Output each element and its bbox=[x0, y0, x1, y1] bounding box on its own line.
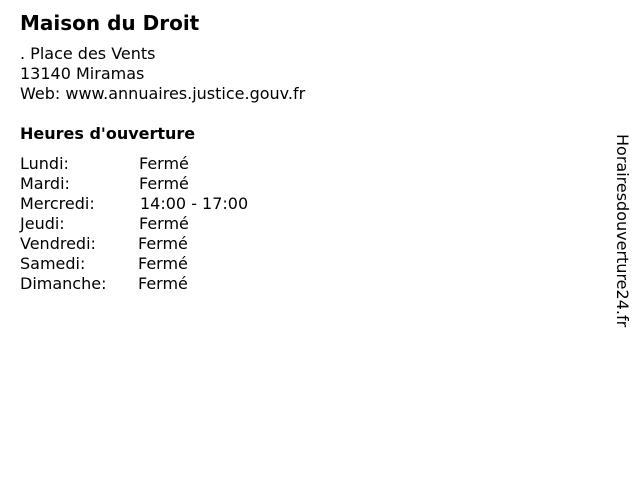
day-label: Vendredi: bbox=[20, 234, 96, 253]
day-hours: Fermé bbox=[138, 234, 188, 253]
site-brand-vertical: Horairesdouverture24.fr bbox=[613, 134, 632, 328]
day-label: Dimanche: bbox=[20, 274, 107, 293]
website-line: Web: www.annuaires.justice.gouv.fr bbox=[20, 84, 306, 103]
day-hours: Fermé bbox=[139, 154, 189, 173]
day-label: Jeudi: bbox=[20, 214, 65, 233]
day-hours: Fermé bbox=[139, 174, 189, 193]
day-label: Lundi: bbox=[20, 154, 69, 173]
day-hours: Fermé bbox=[138, 274, 188, 293]
day-hours: 14:00 - 17:00 bbox=[140, 194, 249, 213]
day-hours: Fermé bbox=[138, 254, 188, 273]
address-street: . Place des Vents bbox=[20, 44, 156, 63]
day-hours: Fermé bbox=[139, 214, 189, 233]
day-label: Mercredi: bbox=[20, 194, 95, 213]
page-title: Maison du Droit bbox=[20, 11, 200, 35]
address-block bbox=[20, 44, 305, 104]
opening-hours-heading: Heures d'ouverture bbox=[20, 124, 196, 143]
day-label: Mardi: bbox=[20, 174, 70, 193]
address-city: 13140 Miramas bbox=[20, 64, 145, 83]
day-label: Samedi: bbox=[20, 254, 86, 273]
